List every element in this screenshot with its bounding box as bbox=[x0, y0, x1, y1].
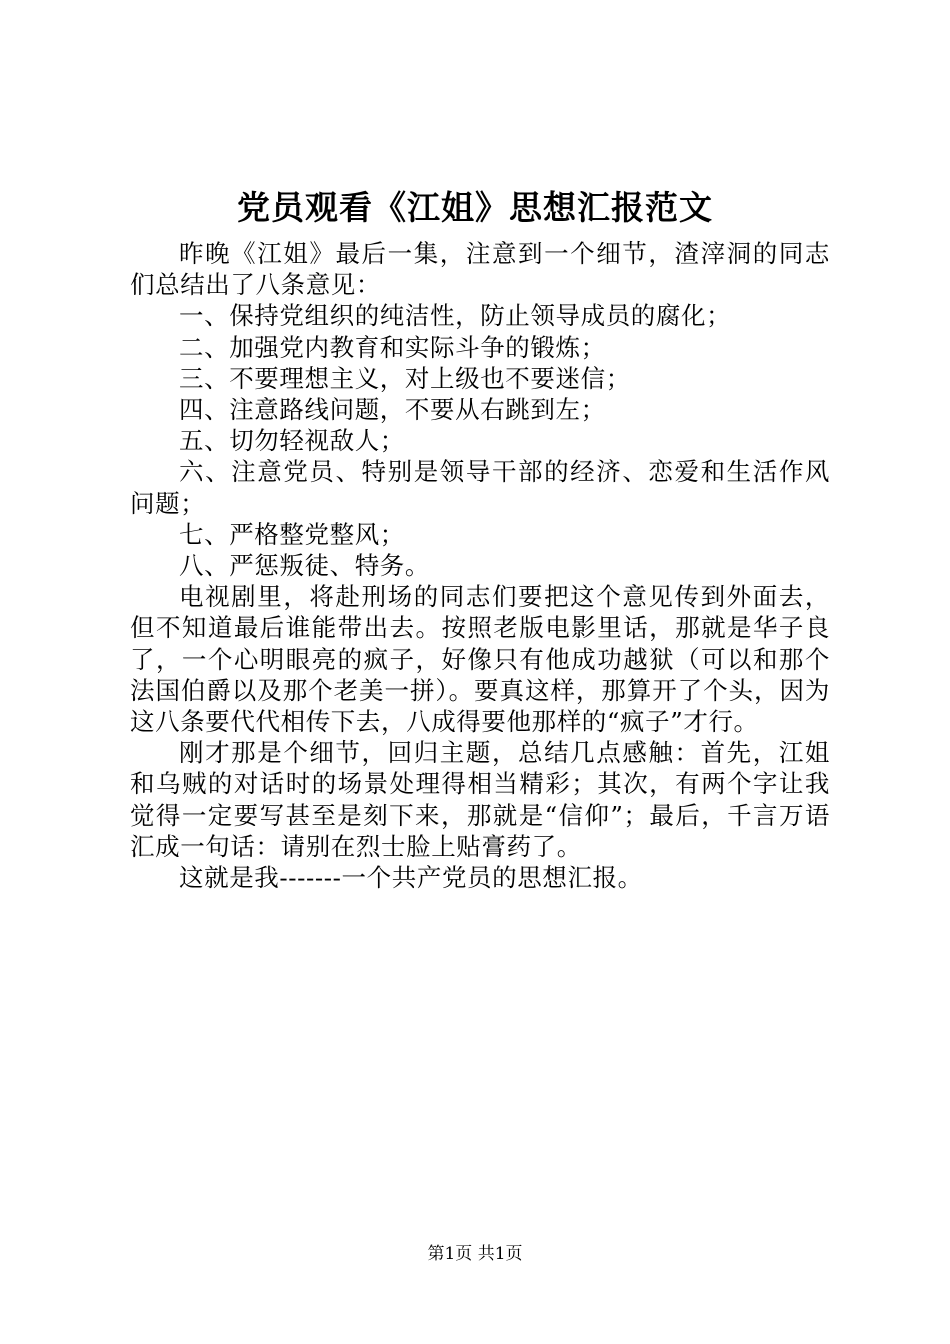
list-item-3: 三、不要理想主义，对上级也不要迷信； bbox=[179, 363, 631, 393]
page-footer: 第1页 共1页 bbox=[427, 1244, 523, 1264]
list-item-4: 四、注意路线问题，不要从右跳到左； bbox=[179, 395, 606, 425]
list-item-5: 五、切勿轻视敌人； bbox=[179, 426, 405, 456]
list-item-2: 二、加强党内教育和实际斗争的锻炼； bbox=[179, 332, 606, 362]
list-item-1: 一、保持党组织的纯洁性，防止领导成员的腐化； bbox=[179, 301, 732, 331]
paragraph-tv-series: 电视剧里，将赴刑场的同志们要把这个意见传到外面去，但不知道最后谁能带出去。按照老版电影里话，那就是华子良了，一个心明眼亮的疯子，好像只有他成功越狱（可以和那个法国伯爵以及那个老美一拼）。要真这样，那算开了个头，因为这八条要代代相传下去，八成得要他那样的“疯子”才行。 bbox=[130, 582, 830, 737]
paragraph-intro: 昨晚《江姐》最后一集，注意到一个细节，渣滓洞的同志们总结出了八条意见： bbox=[130, 239, 830, 300]
list-item-7: 七、严格整党整风； bbox=[179, 519, 405, 549]
paragraph-reflections: 刚才那是个细节，回归主题，总结几点感触：首先，江姐和乌贼的对话时的场景处理得相当精彩；其次，有两个字让我觉得一定要写甚至是刻下来，那就是“信仰”；最后，千言万语汇成一句话：请别在烈士脸上贴膏药了。 bbox=[130, 738, 830, 861]
list-item-8: 八、严惩叛徒、特务。 bbox=[179, 551, 430, 581]
list-item-6: 六、注意党员、特别是领导干部的经济、恋爱和生活作风问题； bbox=[130, 457, 830, 518]
document-body bbox=[130, 238, 830, 893]
document-title: 党员观看《江姐》思想汇报范文 bbox=[237, 188, 713, 227]
paragraph-closing: 这就是我-------一个共产党员的思想汇报。 bbox=[179, 863, 643, 893]
